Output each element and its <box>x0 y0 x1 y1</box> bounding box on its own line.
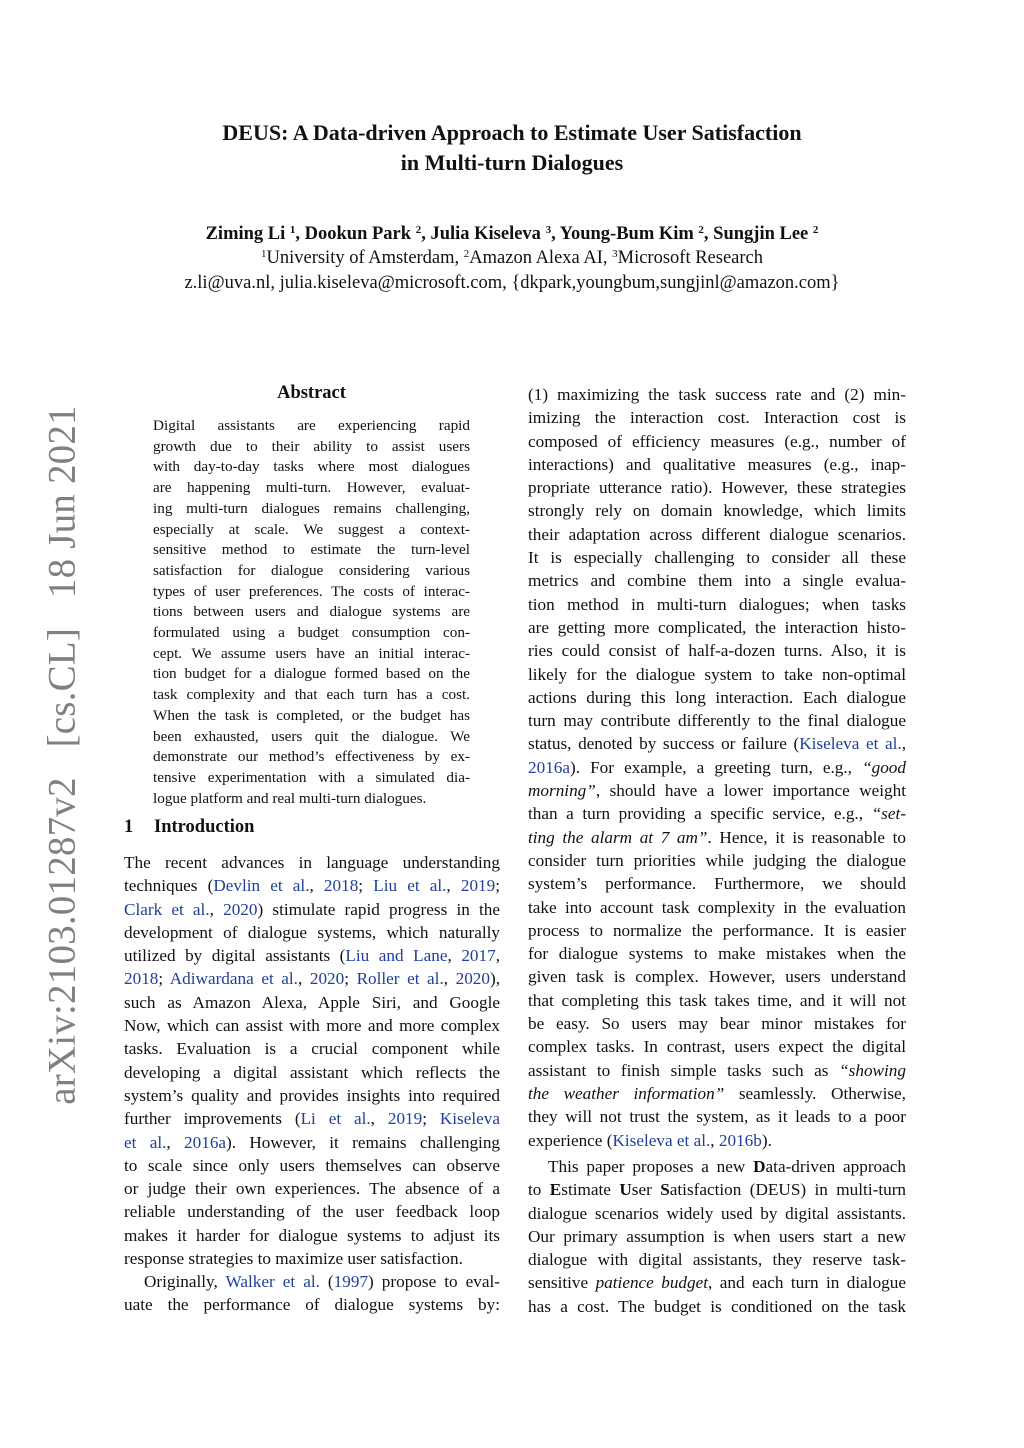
abstract-line: tensive experimentation with a simulated dia- <box>153 768 470 786</box>
arxiv-stamp <box>40 405 85 1105</box>
text-segment: , <box>443 969 456 989</box>
text-line <box>528 1178 906 1201</box>
text-segment: Now, which can assist with more and more complex <box>124 1016 500 1036</box>
author-affil-mark: 1 <box>289 224 296 236</box>
text-segment: ). However, it remains challenging <box>226 1132 501 1152</box>
text-line <box>124 1154 500 1177</box>
text-line <box>528 593 906 616</box>
text-segment: utilized by digital assistants ( <box>124 946 346 966</box>
citation-link[interactable]: 2017 <box>461 946 496 966</box>
intro-left-column <box>124 851 500 1270</box>
text-segment: such as Amazon Alexa, Apple Siri, and Google <box>124 992 500 1012</box>
author-name: Young-Bum Kim <box>559 224 694 244</box>
arxiv-date: 18 Jun 2021 <box>40 405 84 599</box>
text-segment: status, denoted by success or failure ( <box>528 734 800 754</box>
text-segment: , <box>447 946 462 966</box>
text-line <box>528 453 906 476</box>
citation-link[interactable]: Li et al. <box>300 1109 371 1129</box>
text-line <box>528 639 906 662</box>
text-line <box>124 1107 500 1130</box>
abstract-line: Digital assistants are experiencing rapid <box>153 417 470 434</box>
arxiv-category: [cs.CL] <box>40 627 84 748</box>
text-segment: ). <box>761 1130 772 1150</box>
italic-text: patience budget <box>595 1273 709 1293</box>
abstract-line: especially at scale. We suggest a context- <box>153 520 470 538</box>
intro-left-paragraph-2 <box>124 1270 500 1317</box>
citation-link[interactable]: Devlin et al. <box>213 876 310 896</box>
text-line <box>528 569 906 592</box>
text-line <box>528 849 906 872</box>
text-segment: , <box>901 734 906 754</box>
text-segment: given task is complex. However, users understand <box>528 967 906 987</box>
abstract-line: ing multi-turn dialogues remains challenging, <box>153 499 470 517</box>
text-segment: propriate utterance ratio). However, these strategies <box>528 478 906 498</box>
text-line <box>528 1202 906 1225</box>
citation-link[interactable]: 1997 <box>333 1272 369 1291</box>
text-line <box>528 1105 906 1128</box>
text-line <box>528 1082 906 1105</box>
text-segment: tion method in multi-turn dialogues; when tasks <box>528 594 906 614</box>
abstract-line: formulated using a budget consumption con- <box>153 624 470 642</box>
author-name: Ziming Li <box>205 224 286 244</box>
abstract-line: satisfaction for dialogue considering various <box>153 561 470 579</box>
text-segment: to <box>528 1180 550 1200</box>
author-emails: z.li@uva.nl, julia.kiseleva@microsoft.com, {dkpark,youngbum,sungjinl@amazon.com} <box>184 273 840 293</box>
text-segment: uate the performance of dialogue systems by: <box>124 1295 500 1315</box>
author-list: Ziming Li $^1$, Dookun Park $^2$, Julia Kiseleva $^3$, Young-Bum Kim $^2$, Sungjin Lee $^2$ <box>205 224 819 244</box>
section-heading <box>124 817 254 838</box>
text-segment: they will not trust the system, as it leads to a poor <box>528 1107 906 1127</box>
abstract-line: task complexity and that each turn has a cost. <box>153 686 470 704</box>
text-segment: response strategies to maximize user satisfaction. <box>124 1249 463 1269</box>
text-line <box>528 1155 906 1178</box>
text-line <box>528 802 906 825</box>
text-segment: , and each turn in dialogue <box>708 1273 906 1293</box>
text-segment: seamlessly. Otherwise, <box>724 1083 906 1103</box>
text-line <box>124 991 500 1014</box>
section-number: 1 <box>124 817 134 837</box>
text-segment: experience ( <box>528 1130 613 1150</box>
citation-link[interactable]: 2018 <box>323 876 359 896</box>
author-name: Julia Kiseleva <box>430 224 541 244</box>
text-line <box>528 709 906 732</box>
text-segment: be easy. So users may bear minor mistakes for <box>528 1014 906 1034</box>
text-line <box>124 1270 500 1293</box>
text-segment: ( <box>319 1272 334 1291</box>
abstract-line: growth due to their ability to assist users <box>153 437 470 455</box>
abstract-line: been exhausted, users quit the dialogue. We <box>153 727 470 745</box>
affil-name: University of Amsterdam <box>266 248 455 268</box>
citation-link[interactable]: 2018 <box>124 969 159 989</box>
author-affil-mark: 2 <box>698 224 704 236</box>
text-segment: , should have a lower importance weight <box>595 781 906 801</box>
text-segment: , <box>297 969 310 989</box>
affil-mark: 2 <box>463 248 470 260</box>
citation-link[interactable]: Adiwardana et al. <box>169 969 298 989</box>
text-line <box>528 1059 906 1082</box>
text-line <box>124 1131 500 1154</box>
text-segment: , <box>710 1130 719 1150</box>
affil-mark: 3 <box>612 248 618 260</box>
text-line <box>528 732 906 755</box>
author-affil-mark: 2 <box>415 224 422 236</box>
abstract-line: cept. We assume users have an initial interac- <box>153 644 470 662</box>
text-line <box>528 919 906 942</box>
text-segment: likely for the dialogue system to take non-optimal <box>528 664 906 684</box>
text-line <box>528 1225 906 1248</box>
author-affil-mark: 2 <box>812 224 819 236</box>
text-segment: ), <box>489 969 501 989</box>
affil-mark: 1 <box>260 248 267 260</box>
text-segment: imizing the interaction cost. Interaction cost is <box>528 408 906 428</box>
text-segment: to scale since only users themselves can observe <box>124 1155 500 1175</box>
author-affil-mark: 3 <box>545 224 552 236</box>
text-segment: strongly rely on domain knowledge, which limits <box>528 501 906 521</box>
text-line <box>528 616 906 639</box>
text-line <box>528 406 906 429</box>
citation-link[interactable]: Kiseleva et al. <box>612 1130 711 1150</box>
text-line <box>528 965 906 988</box>
text-line <box>528 942 906 965</box>
citation-link[interactable]: Liu and Lane <box>345 946 448 966</box>
text-line <box>528 430 906 453</box>
text-line <box>528 383 906 406</box>
text-line <box>528 546 906 569</box>
italic-text: ting the alarm at 7 am” <box>528 827 708 847</box>
text-line <box>528 756 906 779</box>
citation-link[interactable]: 2016a <box>184 1132 227 1152</box>
citation-link[interactable]: Kiseleva et al. <box>799 734 902 754</box>
text-segment: ; <box>495 876 500 896</box>
text-segment: further improvements ( <box>124 1109 301 1129</box>
text-segment: tasks. Evaluation is a crucial component while <box>124 1039 500 1059</box>
text-segment: their adaptation across different dialogue scenarios. <box>528 524 906 544</box>
citation-link[interactable]: 2020 <box>223 899 258 919</box>
text-segment: atisfaction (DEUS) in multi-turn <box>669 1180 907 1200</box>
text-segment: system’s quality and provides insights into required <box>124 1085 500 1105</box>
text-segment: dialogue scenarios widely used by digital assistants. <box>528 1203 906 1223</box>
citation-link[interactable]: Walker et al. <box>225 1272 320 1291</box>
text-segment: consider turn priorities while judging the dialogue <box>528 850 906 870</box>
text-line <box>124 898 500 921</box>
text-line <box>124 1014 500 1037</box>
text-line <box>528 989 906 1012</box>
text-line <box>124 1200 500 1223</box>
italic-text: morning” <box>528 781 596 801</box>
text-line <box>124 1084 500 1107</box>
text-line <box>528 476 906 499</box>
citation-link[interactable]: 2016b <box>718 1130 762 1150</box>
text-segment: , <box>446 876 461 896</box>
paper-title <box>0 118 1024 178</box>
italic-text: “set- <box>871 804 906 824</box>
text-segment: stimate <box>561 1180 620 1200</box>
text-segment: ata-driven approach <box>765 1157 907 1176</box>
text-segment: complex tasks. In contrast, users expect the digital <box>528 1037 906 1057</box>
text-line <box>528 1271 906 1294</box>
text-line <box>528 499 906 522</box>
text-segment: Our primary assumption is when users start a new <box>528 1226 906 1246</box>
text-segment: metrics and combine them into a single evalua- <box>528 571 906 591</box>
text-segment: than a turn providing a specific service, e.g., <box>528 804 872 824</box>
citation-link[interactable]: 2020 <box>455 969 490 989</box>
text-segment: sensitive <box>528 1273 596 1293</box>
text-line <box>528 826 906 849</box>
text-line <box>124 1037 500 1060</box>
text-segment: (1) maximizing the task success rate and (2) min- <box>528 385 906 404</box>
text-segment: ) stimulate rapid progress in the <box>257 899 500 919</box>
text-line <box>528 1248 906 1271</box>
text-segment: actions during this long interaction. Each dialogue <box>528 687 906 707</box>
citation-link[interactable]: et al. <box>124 1132 167 1152</box>
italic-text: “good <box>862 757 906 777</box>
intro-right-column <box>528 383 906 1152</box>
text-segment: , <box>370 1109 388 1129</box>
text-segment: It is especially challenging to consider all these <box>528 548 906 568</box>
text-segment: reliable understanding of the user feedback loop <box>124 1202 500 1222</box>
bold-initial: D <box>753 1157 766 1176</box>
text-line <box>528 872 906 895</box>
author-name: Sungjin Lee <box>713 224 809 244</box>
text-segment: are getting more complicated, the interaction histo- <box>528 617 906 637</box>
text-segment: ) propose to eval- <box>368 1272 500 1291</box>
text-line <box>528 686 906 709</box>
abstract-line: are happening multi-turn. However, evaluat- <box>153 479 470 497</box>
abstract-line: logue platform and real multi-turn dialogues. <box>153 789 427 807</box>
text-segment: for dialogue systems to make mistakes when the <box>528 944 906 964</box>
abstract-body <box>153 416 470 809</box>
text-line <box>124 851 500 874</box>
text-line <box>124 967 500 990</box>
arxiv-id: arXiv:2103.01287v2 <box>40 777 84 1105</box>
citation-link[interactable]: Kiseleva <box>439 1109 500 1129</box>
text-line <box>124 1247 500 1270</box>
text-segment: ries could consist of half-a-dozen turns. Also, it is <box>528 641 906 661</box>
text-segment: . Hence, it is reasonable to <box>707 827 906 847</box>
abstract-line: When the task is completed, or the budget has <box>153 706 470 724</box>
text-segment: Originally, <box>144 1272 226 1291</box>
text-line <box>528 896 906 919</box>
abstract-line: demonstrate our method’s effectiveness by ex- <box>153 748 470 766</box>
text-segment: developing a digital assistant which reflects the <box>124 1062 500 1082</box>
italic-text: the weather information” <box>528 1083 725 1103</box>
text-segment: ; <box>158 969 170 989</box>
affil-name: Amazon Alexa AI <box>469 248 603 268</box>
text-segment: assistant to finish simple tasks such as <box>528 1060 840 1080</box>
text-segment: has a cost. The budget is conditioned on the task <box>528 1296 906 1316</box>
text-segment: ; <box>358 876 374 896</box>
text-line <box>124 874 500 897</box>
text-segment: ser <box>631 1180 661 1200</box>
text-line <box>528 523 906 546</box>
text-line <box>124 1293 500 1316</box>
citation-link[interactable]: 2019 <box>387 1109 423 1129</box>
text-segment: process to normalize the performance. It is easier <box>528 920 906 940</box>
affiliations: $^1$University of Amsterdam, $^2$Amazon Alexa AI, $^3$Microsoft Research <box>260 248 764 268</box>
text-line <box>528 1035 906 1058</box>
text-segment: , <box>309 876 324 896</box>
text-line <box>124 944 500 967</box>
text-segment: interactions) and qualitative measures (e.g., inap- <box>528 454 906 474</box>
text-line <box>528 1012 906 1035</box>
text-segment: composed of efficiency measures (e.g., number of <box>528 431 906 451</box>
abstract-line: tions between users and dialogue systems are <box>153 603 470 621</box>
citation-link[interactable]: Clark et al. <box>124 899 210 919</box>
text-segment: , <box>209 899 224 919</box>
text-segment: This paper proposes a new <box>548 1157 754 1176</box>
citation-link[interactable]: 2016a <box>528 757 571 777</box>
affil-name: Microsoft Research <box>617 248 764 268</box>
text-segment: techniques ( <box>124 876 214 896</box>
abstract-heading: Abstract <box>277 383 346 403</box>
abstract-line: tion budget for a dialogue formed based on the <box>153 665 470 683</box>
bold-initial: U <box>619 1180 632 1200</box>
bold-initial: E <box>549 1180 562 1200</box>
text-segment: development of dialogue systems, which naturally <box>124 922 500 942</box>
author-name: Dookun Park <box>304 224 412 244</box>
text-line <box>528 779 906 802</box>
abstract-line: with day-to-day tasks where most dialogues <box>153 458 470 476</box>
text-line <box>528 663 906 686</box>
text-segment: ). For example, a greeting turn, e.g., <box>570 757 863 777</box>
citation-link[interactable]: 2020 <box>309 969 345 989</box>
italic-text: “showing <box>839 1060 906 1080</box>
citation-link[interactable]: 2019 <box>460 876 496 896</box>
text-segment: makes it harder for dialogue systems to adjust its <box>124 1225 500 1245</box>
text-segment: take into account task complexity in the evaluation <box>528 897 906 917</box>
text-line <box>528 1295 906 1318</box>
text-segment: The recent advances in language understanding <box>124 853 500 872</box>
text-line <box>124 1061 500 1084</box>
section-title: Introduction <box>154 817 255 837</box>
text-segment: , <box>495 946 500 966</box>
intro-right-paragraph-2 <box>528 1155 906 1318</box>
text-line <box>528 1129 906 1152</box>
text-segment: or judge their own experiences. The absence of a <box>124 1179 500 1199</box>
abstract-line: types of user preferences. The costs of interac- <box>153 582 470 600</box>
title-line-2: in Multi-turn Dialogues <box>400 150 624 175</box>
citation-link[interactable]: Liu et al. <box>373 876 447 896</box>
text-segment: dialogue with digital assistants, they reserve task- <box>528 1250 906 1270</box>
text-line <box>124 1177 500 1200</box>
text-segment: ; <box>344 969 357 989</box>
title-line-1: DEUS: A Data-driven Approach to Estimate User Satisfaction <box>222 120 802 145</box>
abstract-line: sensitive method to estimate the turn-level <box>153 541 470 559</box>
text-segment: that completing this task takes time, and it will not <box>528 990 906 1010</box>
text-line <box>124 1224 500 1247</box>
text-segment: turn may contribute differently to the final dialogue <box>528 711 906 731</box>
text-segment: , <box>166 1132 185 1152</box>
text-segment: ; <box>422 1109 440 1129</box>
citation-link[interactable]: Roller et al. <box>356 969 444 989</box>
bold-initial: S <box>660 1180 670 1200</box>
text-line <box>124 921 500 944</box>
text-segment: system’s performance. Furthermore, we should <box>528 874 906 894</box>
